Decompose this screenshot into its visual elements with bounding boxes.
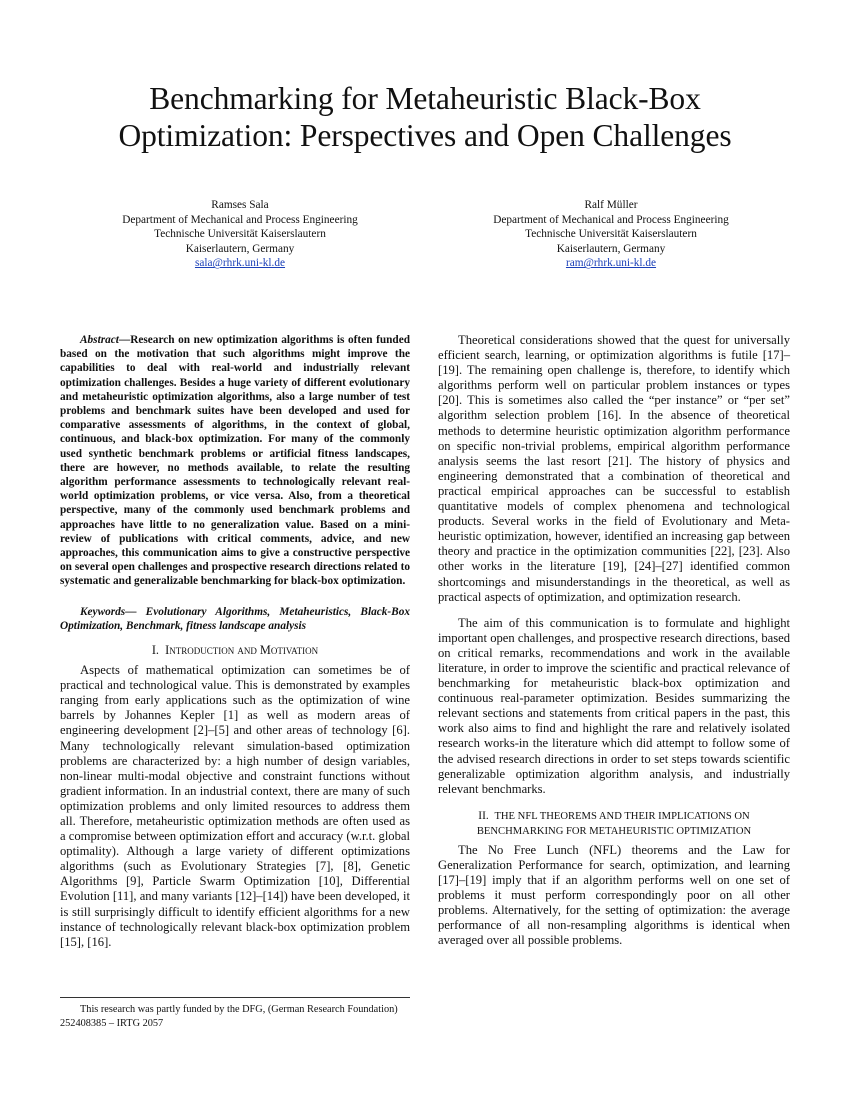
keywords-text: — Evolutionary Algorithms, Metaheuristics, Black-Box Optimization, Benchmark, fitness landscape analysis — [60, 605, 410, 632]
right-paragraph-2: The aim of this communication is to formulate and highlight important open challenges, and prospective research directions, based on critical remarks, recommendations and work in the available literature, in order to improve the scientific and practical relevance of benchmarking for metaheuristic black-box optimization and continuous real-parameter optimization. Besides summarizing the relevant sections and statements from critical papers in the past, this work also aims to find and highlight the rare and relatively isolated research works-in the literature which did attempt to follow some of the advised research directions in order to set steps towards scientific generalizable optimization algorithm analysis, and industrially relevant benchmarks. — [438, 615, 790, 796]
author-department: Department of Mechanical and Process Engineering — [493, 213, 729, 226]
right-column — [438, 333, 790, 948]
author-university: Technische Universität Kaiserslautern — [525, 228, 697, 241]
footnote-divider — [60, 997, 410, 998]
title-line-1: Benchmarking for Metaheuristic Black-Box — [149, 81, 701, 116]
author-name: Ralf Müller — [584, 199, 638, 211]
section-1-number: I. — [151, 643, 159, 658]
section-2-title-line-2: BENCHMARKING FOR METAHEURISTIC OPTIMIZATION — [476, 825, 752, 837]
keywords — [60, 605, 410, 633]
author-university: Technische Universität Kaiserslautern — [154, 228, 326, 241]
title-line-2: Optimization: Perspectives and Open Challenges — [118, 118, 732, 153]
left-column — [60, 333, 410, 950]
abstract-text: —Research on new optimization algorithms is often funded based on the motivation that such algorithms might improve the capabilities to deal with real-world and industrially relevant optimization challenges. Besides a huge variety of different evolutionary and metaheuristic optimization algorithms, also a large number of test problems and benchmark suites have been developed and used for comparative assessments of algorithms, in the context of global, continuous, and black-box optimization. For many of the commonly used synthetic benchmark problems or artificial fitness landscapes, there are however, no methods available, to relate the resulting algorithm performance assessments to technologically relevant real-world optimization problems, or vice versa. Also, from a theoretical perspective, many of the commonly used benchmark problems and approaches have little to no generalization value. Based on a mini-review of publications with critical comments, advice, and new approaches, this communication aims to give a constructive perspective on several open challenges and prospective research directions related to systematic and generalizable benchmarking for black-box optimization. — [60, 334, 410, 588]
author-city: Kaiserlautern, Germany — [556, 242, 666, 255]
section-1-heading — [60, 643, 410, 658]
paper-title — [60, 80, 790, 154]
section-2-number: II. — [478, 809, 489, 822]
author-department: Department of Mechanical and Process Engineering — [122, 213, 358, 226]
author-city: Kaiserlautern, Germany — [185, 242, 295, 255]
footnote: This research was partly funded by the DFG, (German Research Foundation) 252408385 – IRTG 2057 — [60, 1004, 398, 1029]
keywords-label: Keywords — [80, 605, 126, 618]
abstract — [60, 333, 410, 589]
abstract-label: Abstract — [80, 334, 119, 346]
author-email-link[interactable]: ram@rhrk.uni-kl.de — [565, 257, 657, 270]
author-name: Ramses Sala — [211, 199, 269, 211]
author-block-1 — [90, 198, 390, 271]
right-paragraph-1: Theoretical considerations showed that the quest for universally efficient search, learning, or optimization algorithms is futile [17]–[19]. The remaining open challenge is, therefore, to identify which algorithms perform well on particular problem instances or types [20]. This is sometimes also called the “per instance” or “per set” algorithm selection problem [16]. In the absence of theoretical methods to determine heuristic optimization algorithm performance on specific non-trivial problems, empirical algorithm performance analysis seems the last resort [21]. The history of physics and engineering demonstrated that a combination of theoretical and practical empirical approaches can be successful to establish quantitative models of complex phenomena and technological products. Several works in the field of Evolutionary and Meta-heuristic optimization, however, identified an increasing gap between theory and practice in the optimization communities [22], [23]. Also other works in the literature [19], [24]–[27] identified common shortcomings and misunderstandings in the theoretical, as well as practical aspects of optimization, and optimization research. — [438, 333, 790, 604]
section-2-title-line-1: THE NFL THEOREMS AND THEIR IMPLICATIONS ON — [494, 810, 750, 822]
author-block-2 — [461, 198, 761, 271]
author-email-link[interactable]: sala@rhrk.uni-kl.de — [194, 257, 286, 270]
section-1-title: Introduction and Motivation — [165, 643, 319, 658]
section-2-paragraph: The No Free Lunch (NFL) theorems and the Law for Generalization Performance for search, optimization, and learning [17]–[19] imply that if an algorithm performs well on one set of problems it must perform correspondingly poor on all other problems. Alternatively, for the setting of optimization: the average performance of all non-resampling algorithms is identical when averaged over all possible problems. — [438, 842, 790, 948]
section-1-paragraph: Aspects of mathematical optimization can sometimes be of practical and technological value. This is demonstrated by examples ranging from early applications such as the optimization of wine barrels by Johannes Kepler [1] as well as modern areas of engineering development [2]–[5] and other areas of technology [6]. Many technologically relevant simulation-based optimization problems are characterized by: a high number of design variables, non-linear multi-modal objective and constraint functions without gradient information. In an industrial context, there are many of such optimization problems and only limited resources to address them all. Therefore, metaheuristic optimization methods are often used as a compromise between optimization effort and accuracy (w.r.t. global optimality). Although a large variety of different optimizations algorithms (such as Evolutionary Strategies [7], [8], Genetic Algorithms [9], Particle Swarm Optimization [10], Differential Evolution [11], and many variants [12]–[14]) have been developed, it is still surprisingly difficult to identify efficient algorithms for a new instance of technologically relevant black-box optimization problem [15], [16]. — [60, 663, 410, 949]
section-2-heading — [438, 809, 790, 839]
